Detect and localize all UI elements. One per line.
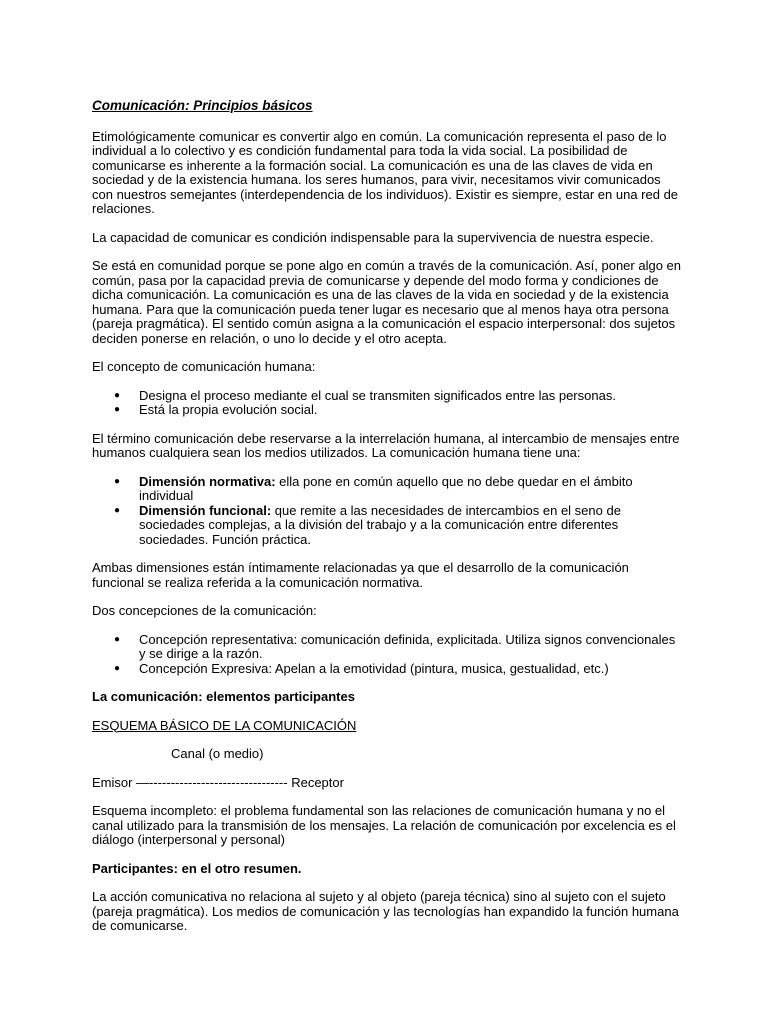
list-item: ● Dimensión normativa: ella pone en común aquello que no debe quedar en el ámbito individual — [114, 473, 633, 503]
bullet-icon: ● — [114, 662, 121, 674]
paragraph-capacidad: La capacidad de comunicar es condición indispensable para la supervivencia de nuestra especie. — [92, 229, 654, 245]
paragraph-termino: El término comunicación debe reservarse a la interrelación humana, al intercambio de mensajes entre humanos cualquiera sean los medios utilizados. La comunicación humana tiene una: — [92, 430, 680, 460]
paragraph-esquema-incompleto: Esquema incompleto: el problema fundamental son las relaciones de comunicación humana y no el canal utilizado para la transmisión de los mensajes. La relación de comunicación por excelencia es el diálogo (interpersonal y personal) — [92, 803, 676, 847]
paragraph-concepto: El concepto de comunicación humana: — [92, 359, 316, 374]
list-item: ● Está la propia evolución social. — [114, 402, 318, 417]
bullet-icon: ● — [114, 404, 121, 415]
bullet-icon: ● — [114, 633, 121, 645]
document-page — [92, 99, 682, 948]
term-normativa: Dimensión normativa: — [139, 473, 276, 489]
heading-elementos: La comunicación: elementos participantes — [92, 689, 355, 704]
paragraph-comunidad: Se está en comunidad porque se pone algo en común a través de la comunicación. Así, poner algo en común, pasa por la capacidad previa de comunicarse y depende del modo forma y condiciones de dicha comunicación. La comunicación es una de las claves de la vida en sociedad y de la existencia humana. Para que la comunicación pueda tener lugar es necesario que al menos haya otra persona (pareja pragmática). El sentido común asigna a la comunicación el espacio interpersonal: dos sujetos deciden ponerse en relación, o uno lo decide y el otro acepta. — [92, 258, 681, 346]
paragraph-ambas: Ambas dimensiones están íntimamente relacionadas ya que el desarrollo de la comunicación funcional se realiza referida a la comunicación normativa. — [92, 560, 629, 590]
list-item: ● Dimensión funcional: que remite a las necesidades de intercambios en el seno de sociedades complejas, a la división del trabajo y a la comunicación entre diferentes sociedades. Función práctica. — [114, 502, 621, 547]
page-title: Comunicación: Principios básicos — [92, 98, 313, 113]
bullet-icon: ● — [114, 389, 121, 401]
paragraph-concepciones: Dos concepciones de la comunicación: — [92, 603, 317, 618]
emisor-receptor-line: Emisor —-------------------------------- Receptor — [92, 774, 344, 790]
list-concepciones — [92, 633, 682, 677]
list-dimensiones — [92, 475, 682, 548]
term-funcional: Dimensión funcional: — [139, 502, 272, 518]
bullet-icon: ● — [114, 504, 121, 516]
list-item: ● Concepción representativa: comunicación definida, explicitada. Utiliza signos convencionales y se dirige a la razón. — [114, 631, 676, 661]
list-item: ● Designa el proceso mediante el cual se transmiten significados entre las personas. — [114, 387, 616, 403]
heading-participantes: Participantes: en el otro resumen. — [92, 860, 302, 876]
paragraph-etimologia: Etimológicamente comunicar es convertir algo en común. La comunicación representa el paso de lo individual a lo colectivo y es condición fundamental para toda la vida social. La posibilidad de comunicarse es inherente a la formación social. La comunicación es una de las claves de vida en sociedad y de la existencia humana. los seres humanos, para vivir, necesitamos vivir comunicados con nuestros semejantes (interdependencia de los individuos). Existir es siempre, estar en una red de relaciones. — [92, 128, 679, 216]
heading-esquema: ESQUEMA BÁSICO DE LA COMUNICACIÓN — [92, 717, 357, 733]
list-item: ● Concepción Expresiva: Apelan a la emotividad (pintura, musica, gestualidad, etc.) — [114, 660, 609, 676]
bullet-icon: ● — [114, 475, 121, 487]
paragraph-accion: La acción comunicativa no relaciona al sujeto y al objeto (pareja técnica) sino al sujeto con el sujeto (pareja pragmática). Los medios de comunicación y las tecnologías han expandido la función humana de comunicarse. — [92, 889, 679, 933]
list-concepto — [92, 389, 682, 418]
canal-label: Canal (o medio) — [171, 746, 264, 761]
